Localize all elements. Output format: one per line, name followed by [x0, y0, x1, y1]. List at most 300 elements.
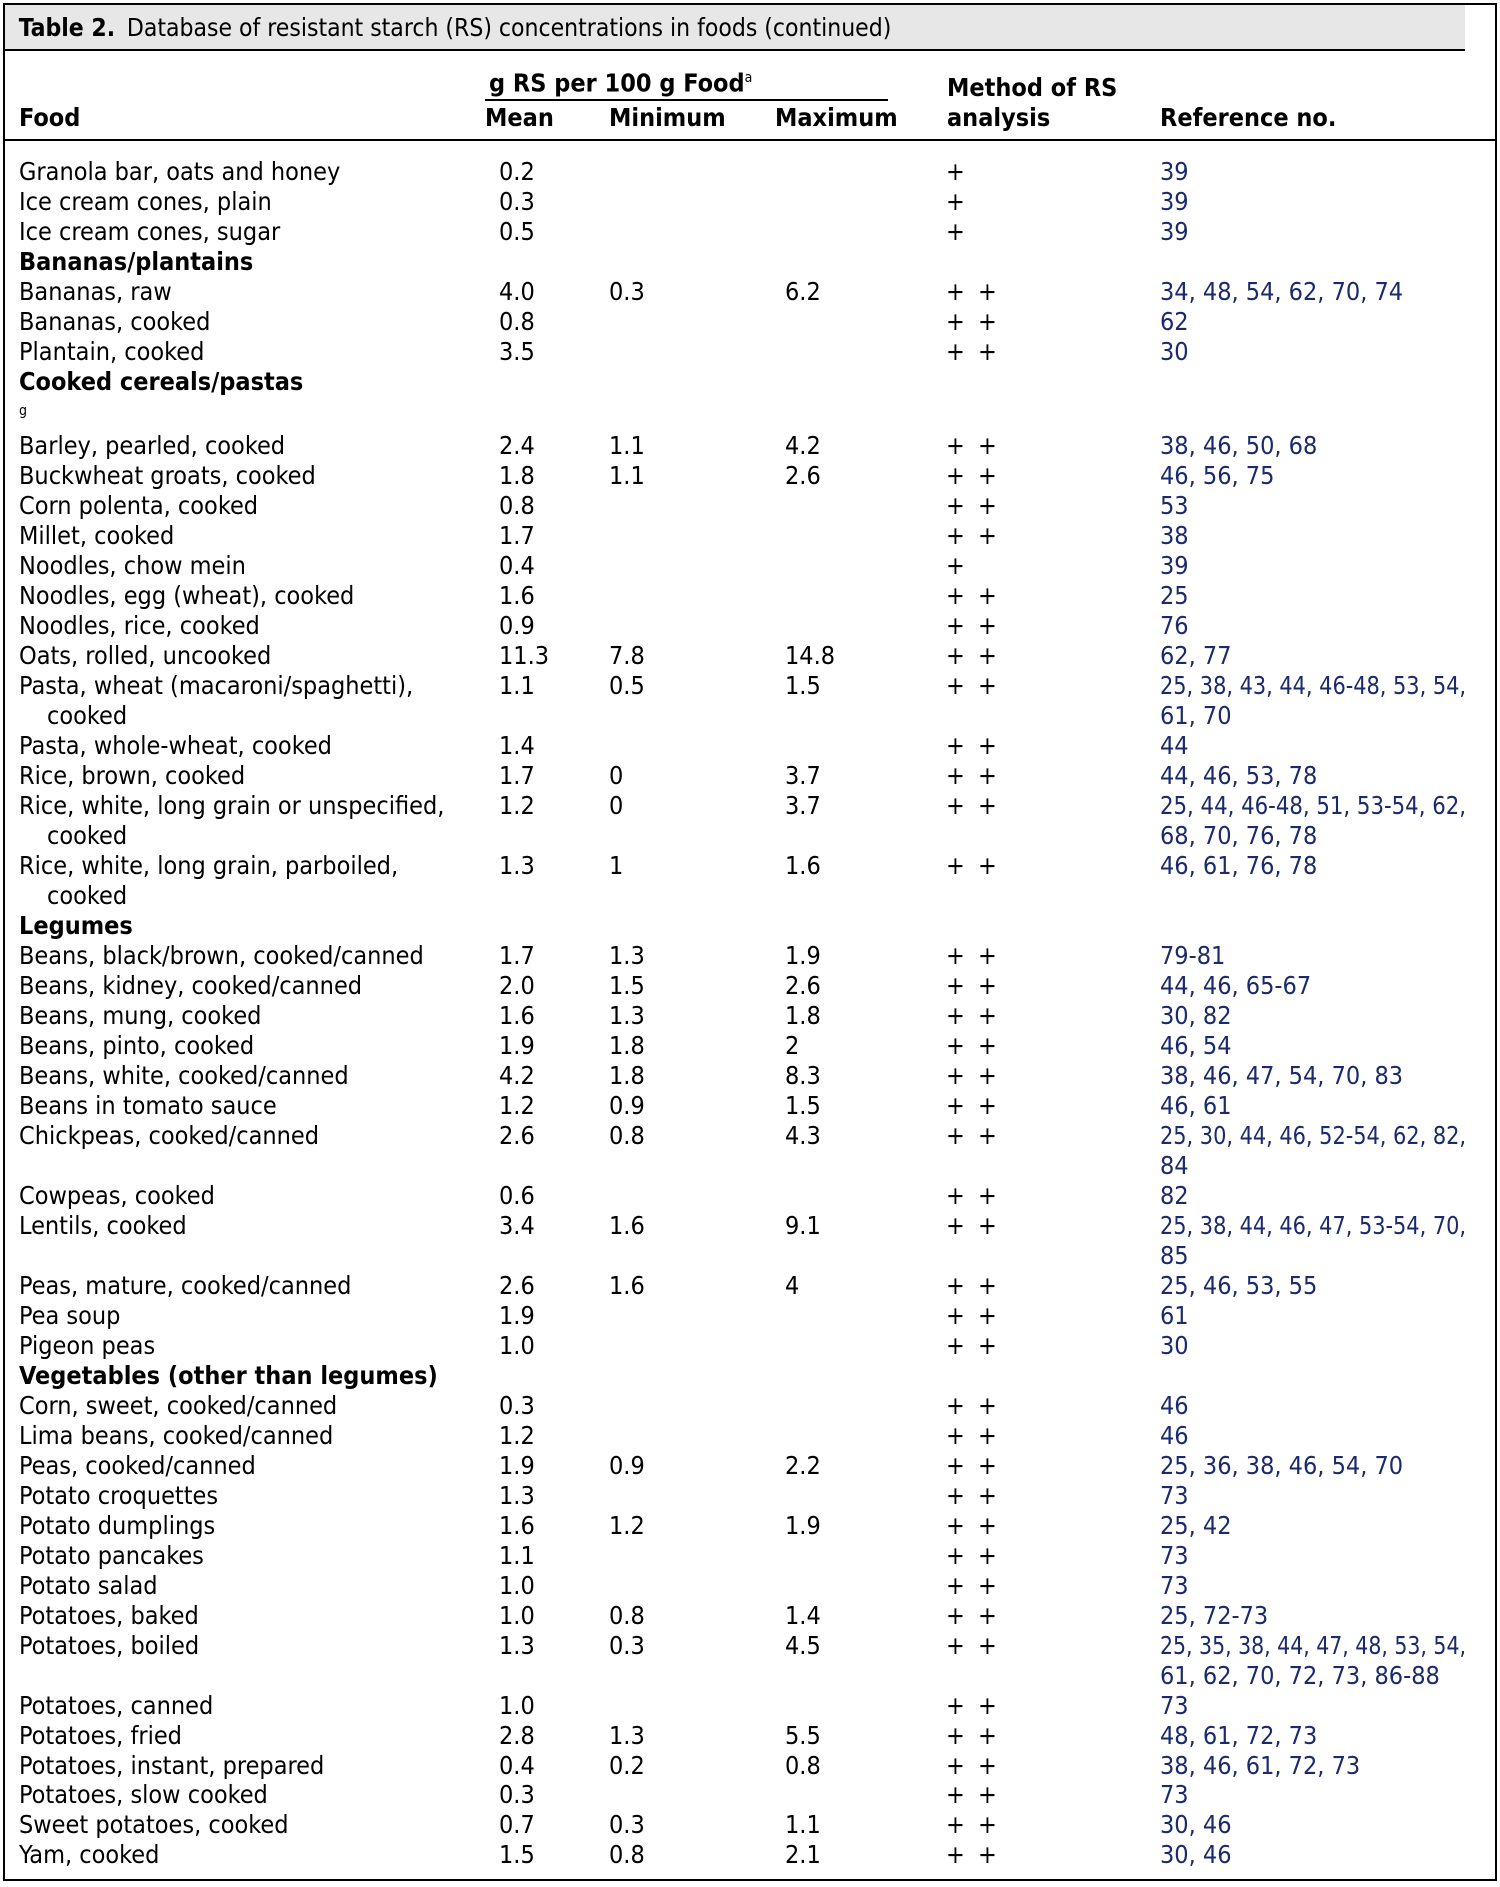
maximum-cell [765, 337, 940, 367]
method-cell: + + [946, 521, 1000, 551]
reference-cell [1160, 1031, 1480, 1061]
minimum-cell: 1.8 [609, 1060, 645, 1090]
mean-cell: 0.5 [499, 216, 535, 246]
method-cell: + [946, 216, 968, 246]
mean-cell: 3.4 [499, 1210, 535, 1240]
food-line: Peas, mature, cooked/canned [19, 1270, 352, 1300]
maximum-cell [765, 1301, 940, 1331]
reference-cell [1160, 1810, 1480, 1840]
table-row [5, 491, 1495, 521]
minimum-cell [600, 1571, 765, 1601]
table-row [5, 1331, 1495, 1361]
food-line: Potatoes, instant, prepared [19, 1750, 325, 1780]
method-cell: + + [946, 1690, 1000, 1720]
minimum-cell: 0.2 [609, 1750, 645, 1780]
category-label [5, 247, 485, 277]
table-row [5, 1181, 1495, 1211]
food-cell [5, 1271, 485, 1301]
maximum-cell: 4.2 [785, 431, 821, 461]
group-header-rule [485, 99, 888, 101]
reference-line: 53 [1160, 491, 1189, 521]
maximum-cell: 2 [785, 1030, 800, 1060]
table-row [5, 1211, 1495, 1271]
group-header-text: g RS per 100 g Food [489, 68, 745, 98]
food-line: Sweet potatoes, cooked [19, 1810, 289, 1840]
food-line: Potato pancakes [19, 1540, 204, 1570]
minimum-cell: 1.6 [609, 1210, 645, 1240]
table-row [5, 551, 1495, 581]
table-row [5, 791, 1495, 851]
food-line: Yam, cooked [19, 1840, 160, 1870]
food-cell [5, 521, 485, 551]
mean-cell: 1.7 [499, 761, 535, 791]
reference-cell [1160, 731, 1480, 761]
mean-cell: 1.8 [499, 461, 535, 491]
reference-cell [1160, 521, 1480, 551]
food-line: Potato salad [19, 1570, 158, 1600]
food-cell [5, 1331, 485, 1361]
reference-cell [1160, 431, 1480, 461]
food-line: Peas, cooked/canned [19, 1450, 256, 1480]
food-line: Cowpeas, cooked [19, 1180, 215, 1210]
header-mean: Mean [485, 103, 554, 132]
reference-line: 25 [1160, 581, 1189, 611]
table-row [5, 971, 1495, 1001]
food-line: cooked [47, 880, 128, 910]
minimum-cell: 1.3 [609, 1000, 645, 1030]
minimum-cell [600, 731, 765, 761]
method-cell: + + [946, 940, 1000, 970]
food-line: Pasta, wheat (macaroni/spaghetti), [19, 671, 414, 701]
table-row [5, 307, 1495, 337]
food-line: Pea soup [19, 1300, 121, 1330]
method-cell: + + [946, 791, 1000, 820]
mean-cell: 1.6 [499, 1000, 535, 1030]
maximum-cell: 3.7 [785, 791, 821, 820]
reference-line: 38, 46, 47, 54, 70, 83 [1160, 1060, 1404, 1090]
minimum-cell: 1.2 [609, 1510, 645, 1540]
mean-cell: 1.9 [499, 1300, 535, 1330]
food-cell [5, 671, 485, 731]
reference-cell [1160, 1301, 1480, 1331]
reference-line: 44, 46, 53, 78 [1160, 761, 1318, 791]
reference-line: 39 [1160, 216, 1189, 246]
minimum-cell: 0.8 [609, 1600, 645, 1630]
food-line: Rice, white, long grain, parboiled, [19, 850, 399, 880]
reference-line: 46, 56, 75 [1160, 461, 1275, 491]
method-cell: + + [946, 276, 1000, 306]
group-header-sup: a [744, 70, 753, 86]
table-row [5, 761, 1495, 791]
maximum-cell [765, 1780, 940, 1810]
method-cell: + + [946, 1300, 1000, 1330]
maximum-cell: 2.6 [785, 970, 821, 1000]
minimum-cell [600, 1301, 765, 1331]
maximum-cell: 2.2 [785, 1450, 821, 1480]
table-row [5, 1271, 1495, 1301]
maximum-cell [765, 1541, 940, 1571]
table-page [3, 3, 1497, 1881]
table-row [5, 277, 1495, 307]
food-cell [5, 641, 485, 671]
minimum-cell: 0.8 [609, 1840, 645, 1870]
method-cell: + + [946, 1570, 1000, 1600]
food-cell [5, 1001, 485, 1031]
mean-cell: 0.8 [499, 306, 535, 336]
maximum-cell: 5.5 [785, 1720, 821, 1750]
maximum-cell: 1.6 [785, 850, 821, 880]
reference-cell [1160, 791, 1480, 851]
minimum-cell [600, 1541, 765, 1571]
reference-line: 76 [1160, 611, 1189, 641]
food-line: Beans, black/brown, cooked/canned [19, 940, 424, 970]
reference-line: 25, 72-73 [1160, 1600, 1269, 1630]
food-line: Millet, cooked [19, 521, 175, 551]
mean-cell: 0.4 [499, 1750, 535, 1780]
minimum-cell: 7.8 [609, 641, 645, 671]
food-line: Chickpeas, cooked/canned [19, 1120, 320, 1150]
method-cell: + + [946, 1810, 1000, 1840]
reference-cell [1160, 461, 1480, 491]
food-cell [5, 187, 485, 217]
reference-cell [1160, 1751, 1480, 1781]
method-cell: + + [946, 1030, 1000, 1060]
reference-line: 30, 46 [1160, 1810, 1232, 1840]
reference-line: 46 [1160, 1390, 1189, 1420]
reference-line: 34, 48, 54, 62, 70, 74 [1160, 276, 1404, 306]
category-row [5, 1361, 1495, 1391]
table-row [5, 1780, 1495, 1810]
reference-cell [1160, 187, 1480, 217]
mean-cell: 1.5 [499, 1840, 535, 1870]
food-cell [5, 1061, 485, 1091]
method-cell: + + [946, 671, 1000, 701]
mean-cell: 1.0 [499, 1570, 535, 1600]
minimum-cell: 1 [609, 850, 624, 880]
header-maximum: Maximum [775, 103, 898, 132]
method-cell: + + [946, 850, 1000, 880]
food-cell [5, 851, 485, 911]
minimum-cell: 1.1 [609, 461, 645, 491]
maximum-cell: 1.8 [785, 1000, 821, 1030]
method-cell: + + [946, 1120, 1000, 1150]
maximum-cell: 4 [785, 1270, 800, 1300]
minimum-cell: 0.3 [609, 276, 645, 306]
reference-cell [1160, 307, 1480, 337]
table-row [5, 217, 1495, 247]
food-cell [5, 1091, 485, 1121]
table-row [5, 731, 1495, 761]
category-label [5, 367, 485, 431]
reference-line: 25, 38, 44, 46, 47, 53-54, 70, [1160, 1210, 1466, 1240]
food-line: Potato dumplings [19, 1510, 216, 1540]
food-line: Potatoes, canned [19, 1690, 214, 1720]
maximum-cell [765, 1481, 940, 1511]
minimum-cell: 0 [609, 761, 624, 791]
minimum-cell [600, 581, 765, 611]
table-row [5, 461, 1495, 491]
minimum-cell: 1.3 [609, 940, 645, 970]
table-row [5, 1061, 1495, 1091]
mean-cell: 1.3 [499, 850, 535, 880]
minimum-cell: 0.5 [609, 671, 645, 701]
food-cell [5, 581, 485, 611]
method-cell: + + [946, 1060, 1000, 1090]
reference-line: 25, 30, 44, 46, 52-54, 62, 82, [1160, 1120, 1466, 1150]
table-row [5, 1481, 1495, 1511]
food-cell [5, 1541, 485, 1571]
food-line: Beans, kidney, cooked/canned [19, 970, 363, 1000]
mean-cell: 0.6 [499, 1180, 535, 1210]
table-title-bar [5, 5, 1465, 51]
mean-cell: 1.0 [499, 1690, 535, 1720]
reference-cell [1160, 337, 1480, 367]
reference-line: 39 [1160, 157, 1189, 186]
reference-line: 73 [1160, 1540, 1189, 1570]
minimum-cell: 1.1 [609, 431, 645, 461]
maximum-cell [765, 1571, 940, 1601]
food-line: Plantain, cooked [19, 336, 205, 366]
mean-cell: 1.1 [499, 671, 535, 701]
method-cell: + + [946, 1450, 1000, 1480]
mean-cell: 2.6 [499, 1270, 535, 1300]
reference-line: 39 [1160, 186, 1189, 216]
reference-line: 25, 44, 46-48, 51, 53-54, 62, [1160, 791, 1466, 820]
reference-cell [1160, 1631, 1480, 1691]
minimum-cell: 0.8 [609, 1120, 645, 1150]
category-sup: g [19, 402, 27, 419]
food-cell [5, 1751, 485, 1781]
reference-line: 38, 46, 50, 68 [1160, 431, 1318, 461]
reference-cell [1160, 1601, 1480, 1631]
minimum-cell [600, 1481, 765, 1511]
header-method-line1: Method of RS [947, 73, 1118, 102]
reference-line: 25, 35, 38, 44, 47, 48, 53, 54, [1160, 1630, 1466, 1660]
food-line: Lima beans, cooked/canned [19, 1420, 334, 1450]
method-cell: + + [946, 641, 1000, 671]
method-cell: + + [946, 761, 1000, 791]
food-cell [5, 1840, 485, 1870]
method-cell: + + [946, 1600, 1000, 1630]
food-line: Potatoes, baked [19, 1600, 199, 1630]
reference-cell [1160, 491, 1480, 521]
reference-line: 46 [1160, 1420, 1189, 1450]
mean-cell: 0.4 [499, 551, 535, 581]
food-cell [5, 761, 485, 791]
minimum-cell [600, 307, 765, 337]
food-line: cooked [47, 701, 128, 731]
table-row [5, 1421, 1495, 1451]
food-line: Potatoes, boiled [19, 1630, 200, 1660]
reference-cell [1160, 641, 1480, 671]
food-cell [5, 337, 485, 367]
method-cell: + + [946, 461, 1000, 491]
maximum-cell: 1.9 [785, 1510, 821, 1540]
method-cell: + + [946, 1630, 1000, 1660]
reference-cell [1160, 1451, 1480, 1481]
maximum-cell: 14.8 [785, 641, 836, 671]
maximum-cell [765, 1391, 940, 1421]
maximum-cell [765, 731, 940, 761]
minimum-cell: 1.6 [609, 1270, 645, 1300]
mean-cell: 1.9 [499, 1030, 535, 1060]
maximum-cell [765, 1331, 940, 1361]
reference-line: 61, 70 [1160, 701, 1232, 731]
category-row [5, 367, 1495, 431]
food-line: Potato croquettes [19, 1480, 219, 1510]
food-line: Ice cream cones, sugar [19, 216, 281, 246]
table-row [5, 581, 1495, 611]
method-cell: + + [946, 1390, 1000, 1420]
method-cell: + + [946, 1720, 1000, 1750]
food-cell [5, 461, 485, 491]
mean-cell: 1.7 [499, 521, 535, 551]
reference-line: 25, 42 [1160, 1510, 1232, 1540]
reference-cell [1160, 1061, 1480, 1091]
reference-cell [1160, 1331, 1480, 1361]
reference-line: 30 [1160, 1330, 1189, 1360]
mean-cell: 1.2 [499, 1420, 535, 1450]
minimum-cell: 1.3 [609, 1720, 645, 1750]
food-line: Barley, pearled, cooked [19, 431, 286, 461]
food-line: Rice, brown, cooked [19, 761, 246, 791]
table-row [5, 1691, 1495, 1721]
method-cell: + + [946, 431, 1000, 461]
method-cell: + + [946, 1180, 1000, 1210]
reference-line: 30, 82 [1160, 1000, 1232, 1030]
food-line: Bananas, cooked [19, 306, 211, 336]
food-cell [5, 971, 485, 1001]
reference-cell [1160, 941, 1480, 971]
mean-cell: 4.0 [499, 276, 535, 306]
reference-cell [1160, 1091, 1480, 1121]
mean-cell: 0.3 [499, 1780, 535, 1810]
reference-cell [1160, 581, 1480, 611]
reference-line: 85 [1160, 1240, 1189, 1270]
mean-cell: 1.9 [499, 1450, 535, 1480]
minimum-cell [600, 491, 765, 521]
header-method-line2: analysis [947, 103, 1051, 132]
reference-cell [1160, 1271, 1480, 1301]
maximum-cell [765, 1421, 940, 1451]
minimum-cell: 1.8 [609, 1030, 645, 1060]
table-row [5, 1091, 1495, 1121]
mean-cell: 0.9 [499, 611, 535, 641]
method-cell: + + [946, 1540, 1000, 1570]
reference-line: 62 [1160, 306, 1189, 336]
reference-line: 25, 46, 53, 55 [1160, 1270, 1318, 1300]
header-food: Food [19, 103, 81, 132]
food-cell [5, 1031, 485, 1061]
maximum-cell [765, 307, 940, 337]
reference-cell [1160, 851, 1480, 911]
method-cell: + + [946, 1420, 1000, 1450]
mean-cell: 1.3 [499, 1630, 535, 1660]
method-cell: + + [946, 1750, 1000, 1780]
minimum-cell [600, 157, 765, 187]
maximum-cell [765, 157, 940, 187]
method-cell: + + [946, 491, 1000, 521]
food-line: Granola bar, oats and honey [19, 157, 341, 186]
food-cell [5, 157, 485, 187]
mean-cell: 2.6 [499, 1120, 535, 1150]
method-cell: + + [946, 1270, 1000, 1300]
mean-cell: 2.4 [499, 431, 535, 461]
minimum-cell [600, 551, 765, 581]
minimum-cell [600, 1780, 765, 1810]
maximum-cell: 1.5 [785, 1090, 821, 1120]
table-row [5, 941, 1495, 971]
food-cell [5, 1780, 485, 1810]
food-cell [5, 1181, 485, 1211]
food-cell [5, 1601, 485, 1631]
minimum-cell [600, 521, 765, 551]
reference-line: 48, 61, 72, 73 [1160, 1720, 1318, 1750]
maximum-cell [765, 1691, 940, 1721]
mean-cell: 1.2 [499, 791, 535, 820]
reference-line: 73 [1160, 1480, 1189, 1510]
table-row [5, 431, 1495, 461]
mean-cell: 0.2 [499, 157, 535, 186]
method-cell: + + [946, 306, 1000, 336]
minimum-cell: 0.9 [609, 1090, 645, 1120]
method-cell: + [946, 551, 968, 581]
mean-cell: 1.0 [499, 1330, 535, 1360]
reference-cell [1160, 971, 1480, 1001]
food-cell [5, 731, 485, 761]
reference-cell [1160, 1391, 1480, 1421]
mean-cell: 0.7 [499, 1810, 535, 1840]
method-cell: + + [946, 970, 1000, 1000]
reference-line: 44, 46, 65-67 [1160, 970, 1312, 1000]
reference-line: 25, 36, 38, 46, 54, 70 [1160, 1450, 1404, 1480]
mean-cell: 1.2 [499, 1090, 535, 1120]
minimum-cell: 0.3 [609, 1630, 645, 1660]
maximum-cell: 8.3 [785, 1060, 821, 1090]
reference-line: 61 [1160, 1300, 1189, 1330]
maximum-cell: 4.3 [785, 1120, 821, 1150]
maximum-cell: 6.2 [785, 276, 821, 306]
table-row [5, 1031, 1495, 1061]
method-cell: + + [946, 731, 1000, 761]
reference-cell [1160, 1571, 1480, 1601]
category-label [5, 1361, 485, 1391]
food-line: Beans, white, cooked/canned [19, 1060, 349, 1090]
food-cell [5, 307, 485, 337]
maximum-cell [765, 521, 940, 551]
table-row [5, 1451, 1495, 1481]
mean-cell: 1.1 [499, 1540, 535, 1570]
food-cell [5, 1481, 485, 1511]
table-row [5, 157, 1495, 187]
reference-cell [1160, 1840, 1480, 1870]
table-row [5, 1511, 1495, 1541]
category-text: Bananas/plantains [19, 246, 254, 276]
food-line: Ice cream cones, plain [19, 186, 272, 216]
minimum-cell [600, 1691, 765, 1721]
maximum-cell [765, 217, 940, 247]
table-row [5, 1631, 1495, 1691]
food-cell [5, 1571, 485, 1601]
header-minimum: Minimum [609, 103, 726, 132]
mean-cell: 2.8 [499, 1720, 535, 1750]
food-cell [5, 611, 485, 641]
reference-line: 73 [1160, 1690, 1189, 1720]
maximum-cell: 1.5 [785, 671, 821, 701]
method-cell: + [946, 157, 968, 186]
table-row [5, 1751, 1495, 1781]
reference-cell [1160, 1421, 1480, 1451]
